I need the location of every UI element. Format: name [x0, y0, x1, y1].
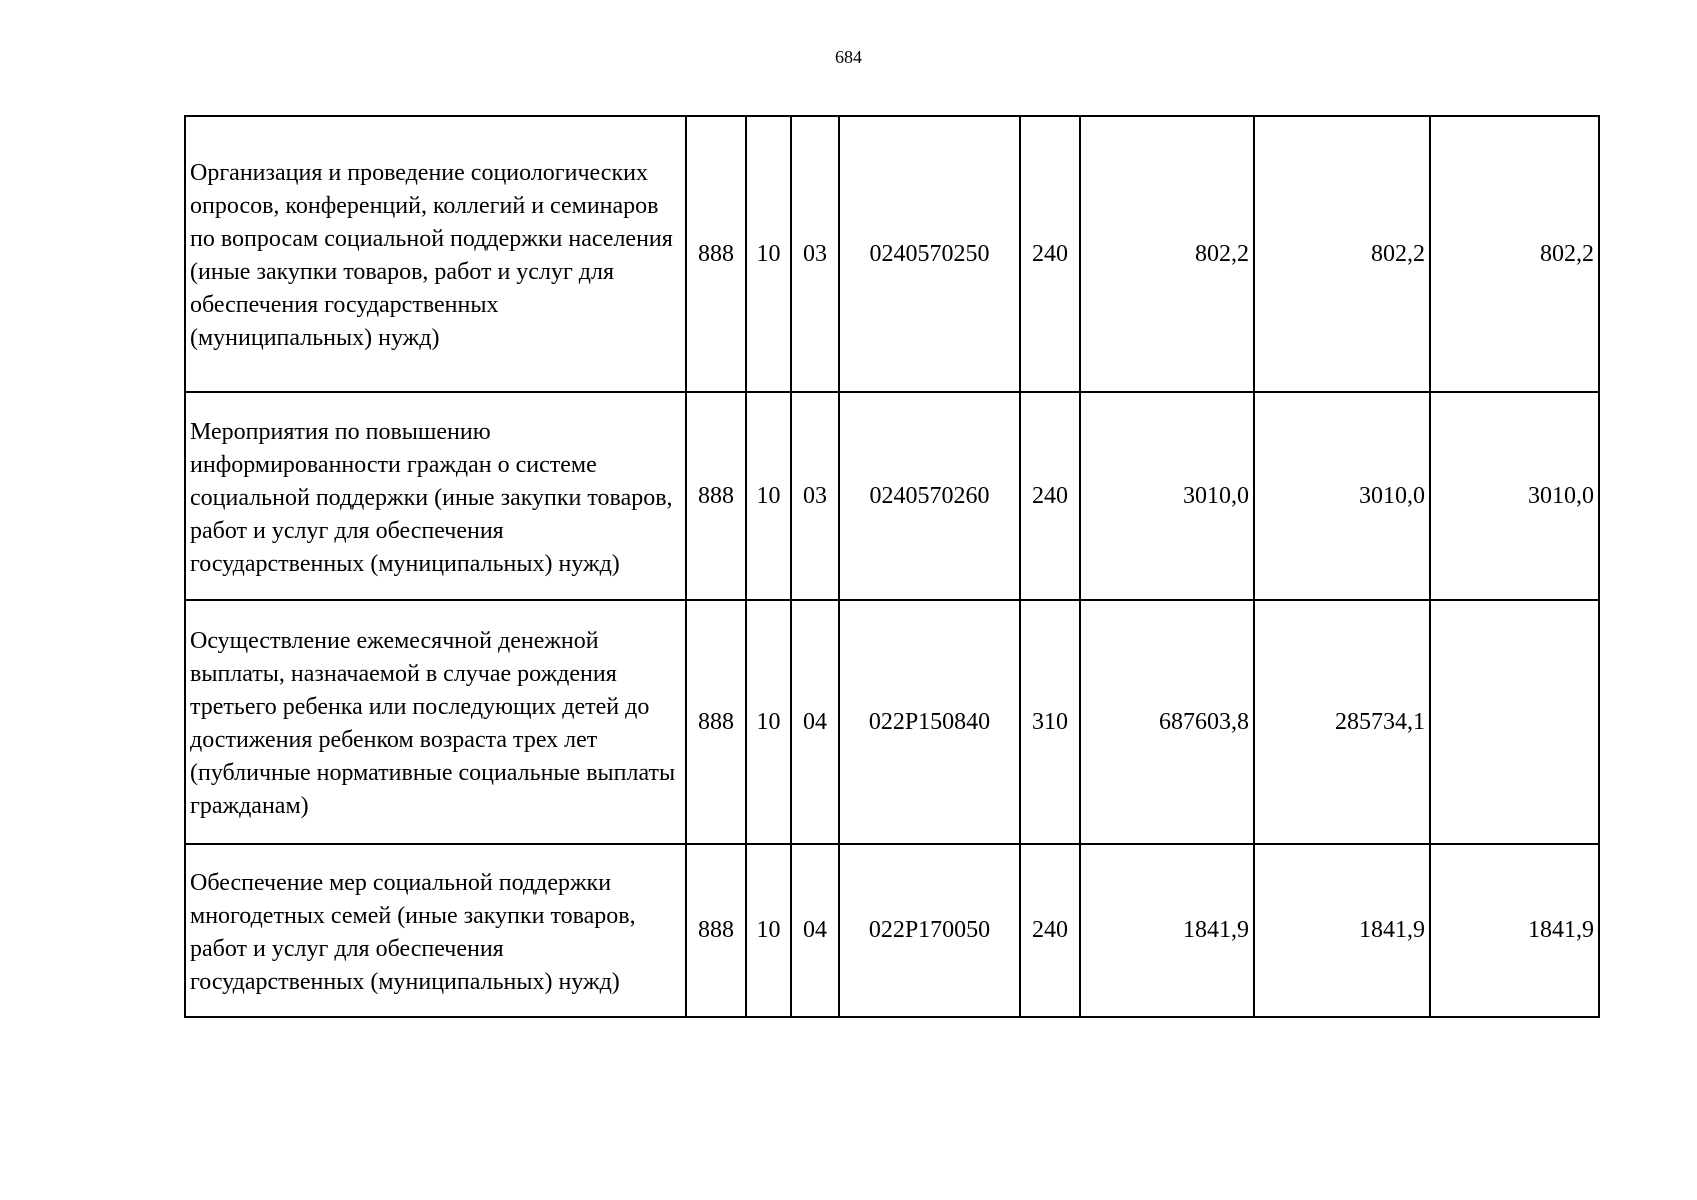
row-name-cell: Осуществление ежемесячной денежной выплаты, назначаемой в случае рождения третьего ребенка или последующих детей до достижения ребенком возраста трех лет (публичные нормативные социальные выплаты гражданам)	[185, 600, 686, 844]
amount-3-cell	[1430, 600, 1599, 844]
amount-2-cell: 3010,0	[1254, 392, 1430, 600]
amount-1-cell: 1841,9	[1080, 844, 1254, 1017]
amount-3-cell: 3010,0	[1430, 392, 1599, 600]
ministry-code-cell: 888	[686, 392, 746, 600]
table-row	[185, 844, 1599, 1017]
section-code-cell: 10	[746, 844, 791, 1017]
subsection-code-cell: 04	[791, 844, 839, 1017]
target-code-cell: 0240570260	[839, 392, 1020, 600]
subsection-code-cell: 03	[791, 392, 839, 600]
ministry-code-cell: 888	[686, 600, 746, 844]
section-code-cell: 10	[746, 392, 791, 600]
row-name-cell: Мероприятия по повышению информированности граждан о системе социальной поддержки (иные закупки товаров, работ и услуг для обеспечения государственных (муниципальных) нужд)	[185, 392, 686, 600]
ministry-code-cell: 888	[686, 116, 746, 392]
expense-type-cell: 310	[1020, 600, 1080, 844]
page-number: 684	[835, 47, 862, 67]
section-code-cell: 10	[746, 600, 791, 844]
amount-2-cell: 285734,1	[1254, 600, 1430, 844]
amount-2-cell: 1841,9	[1254, 844, 1430, 1017]
table-row	[185, 392, 1599, 600]
amount-3-cell: 1841,9	[1430, 844, 1599, 1017]
section-code-cell: 10	[746, 116, 791, 392]
target-code-cell: 022Р170050	[839, 844, 1020, 1017]
target-code-cell: 022Р150840	[839, 600, 1020, 844]
expense-type-cell: 240	[1020, 392, 1080, 600]
subsection-code-cell: 03	[791, 116, 839, 392]
row-name-cell: Обеспечение мер социальной поддержки многодетных семей (иные закупки товаров, работ и услуг для обеспечения государственных (муниципальных) нужд)	[185, 844, 686, 1017]
row-name-cell: Организация и проведение социологических опросов, конференций, коллегий и семинаров по вопросам социальной поддержки населения (иные закупки товаров, работ и услуг для обеспечения государственных (муниципальных) нужд)	[185, 116, 686, 392]
amount-2-cell: 802,2	[1254, 116, 1430, 392]
table-row	[185, 600, 1599, 844]
subsection-code-cell: 04	[791, 600, 839, 844]
table-row	[185, 116, 1599, 392]
ministry-code-cell: 888	[686, 844, 746, 1017]
expense-type-cell: 240	[1020, 116, 1080, 392]
amount-3-cell: 802,2	[1430, 116, 1599, 392]
budget-table	[184, 115, 1600, 1018]
amount-1-cell: 3010,0	[1080, 392, 1254, 600]
amount-1-cell: 802,2	[1080, 116, 1254, 392]
target-code-cell: 0240570250	[839, 116, 1020, 392]
amount-1-cell: 687603,8	[1080, 600, 1254, 844]
expense-type-cell: 240	[1020, 844, 1080, 1017]
